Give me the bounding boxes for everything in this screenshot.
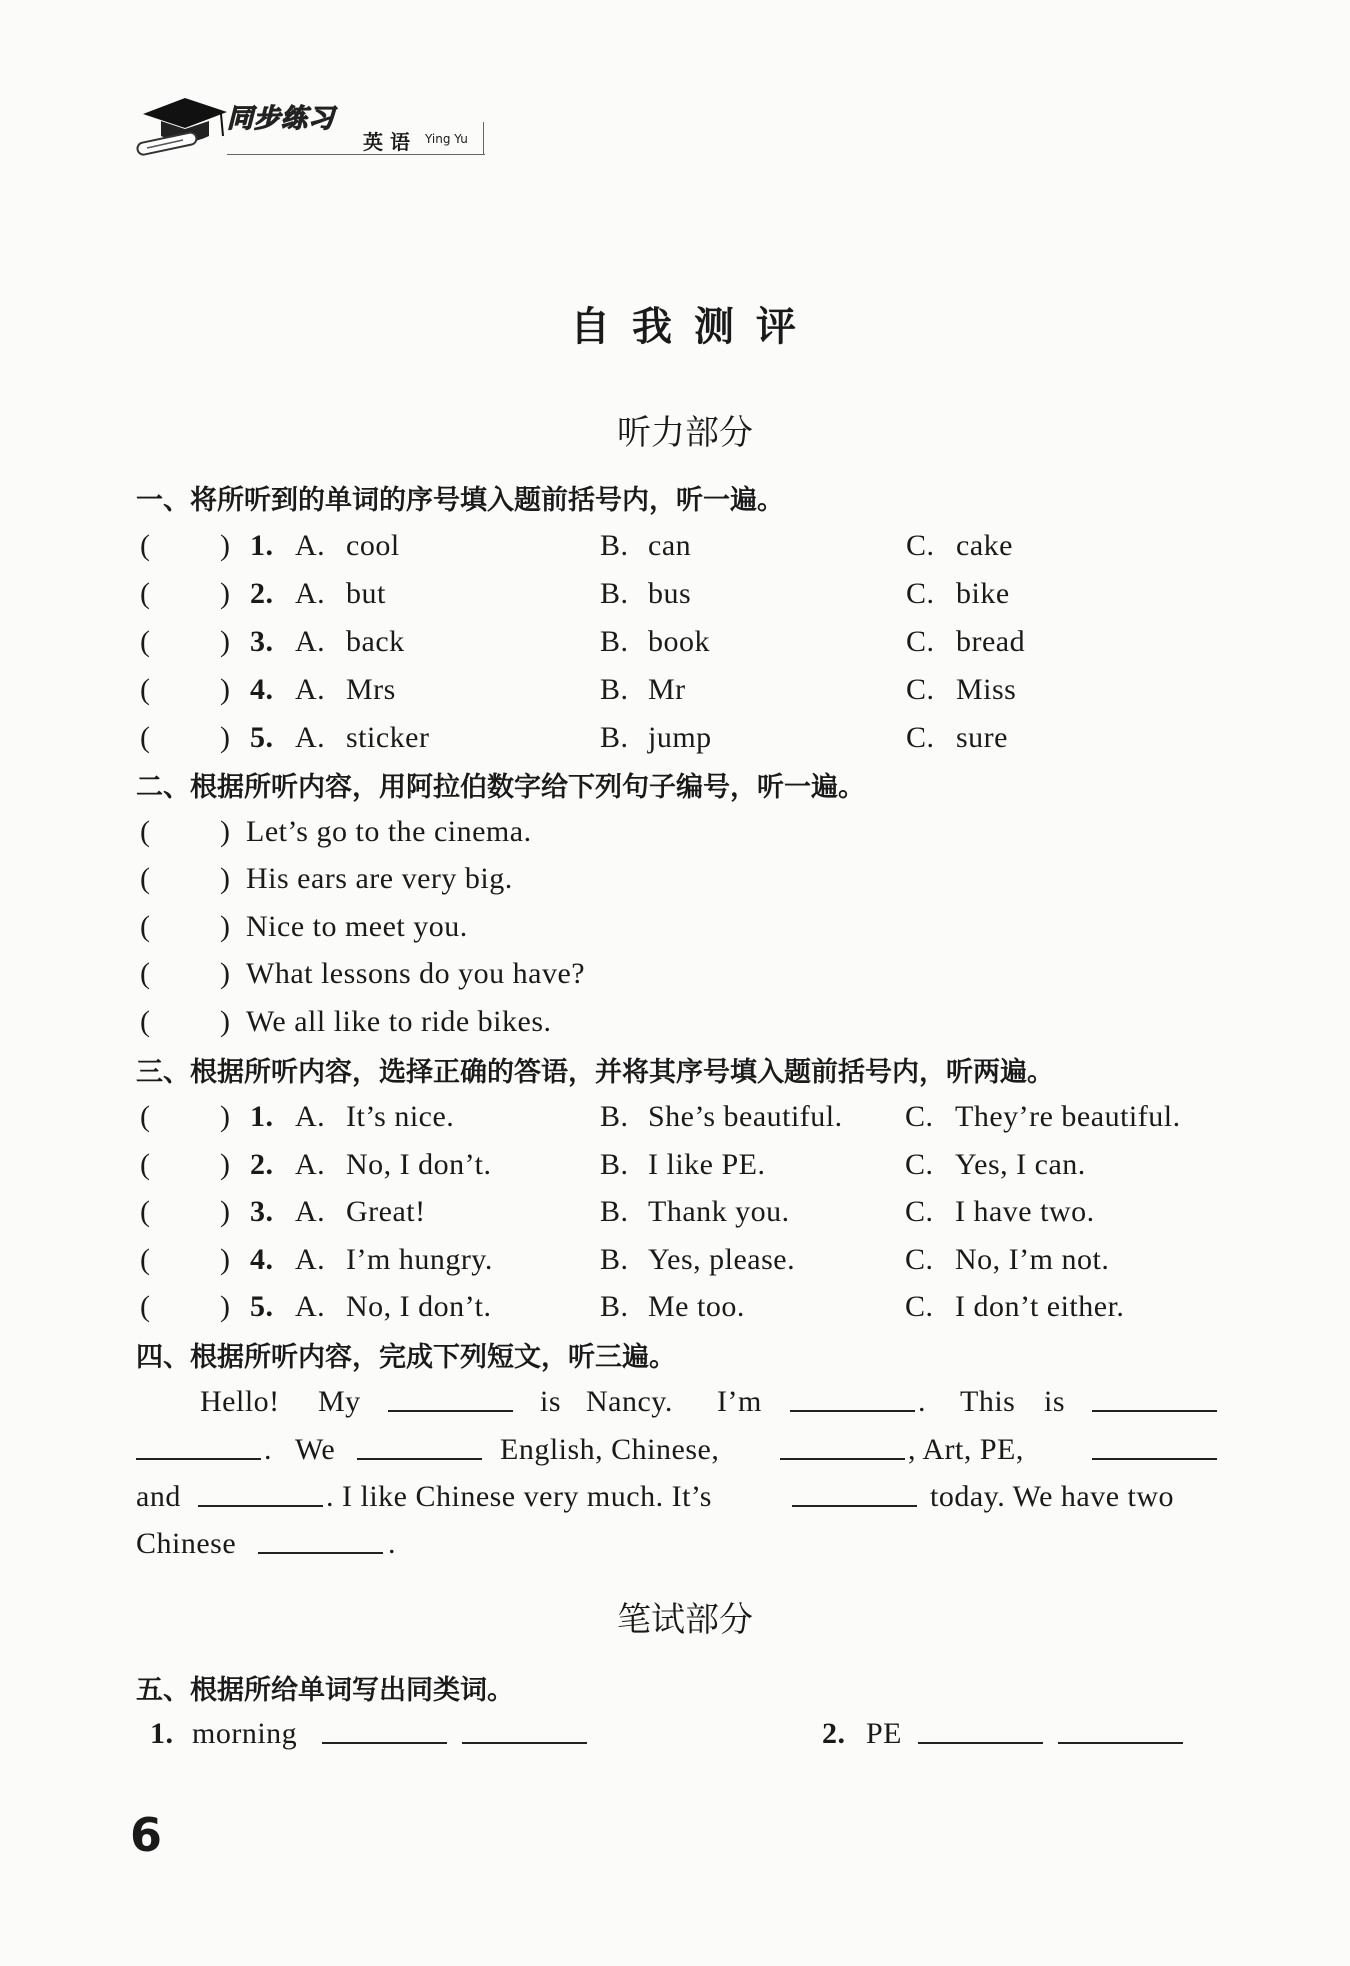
part4-heading: 四、根据所听内容，完成下列短文，听三遍。 — [136, 1342, 676, 1373]
answer-blank[interactable] — [1058, 1712, 1183, 1757]
option-a-label: A. — [295, 1195, 326, 1228]
answer-bracket-close: ) — [220, 1195, 231, 1228]
answer-bracket-open: ( — [140, 862, 151, 895]
part1-item — [0, 716, 1350, 760]
question-number: 2. — [250, 1148, 274, 1181]
part1-heading: 一、将所听到的单词的序号填入题前括号内，听一遍。 — [136, 485, 784, 516]
option-c-text: bread — [956, 625, 1026, 658]
option-c-text: They’re beautiful. — [955, 1100, 1181, 1133]
option-b-text: bus — [648, 577, 692, 610]
answer-bracket-open: ( — [140, 1100, 151, 1133]
answer-bracket-close: ) — [220, 815, 231, 848]
answer-bracket-open: ( — [140, 625, 151, 658]
passage-blank[interactable] — [790, 1380, 915, 1425]
option-b-text: book — [648, 625, 710, 658]
part1-item — [0, 524, 1350, 568]
option-a-text: It’s nice. — [346, 1100, 455, 1133]
option-b-label: B. — [600, 673, 629, 706]
passage-blank[interactable] — [1092, 1380, 1217, 1425]
option-a-text: I’m hungry. — [346, 1243, 493, 1276]
option-a-label: A. — [295, 1290, 326, 1323]
passage-text: . — [388, 1527, 396, 1560]
passage-blank[interactable] — [357, 1428, 482, 1473]
option-b-text: I like PE. — [648, 1148, 766, 1181]
sentence-text: We all like to ride bikes. — [246, 1005, 552, 1038]
passage-text: I’m — [717, 1385, 762, 1418]
answer-bracket-close: ) — [220, 1290, 231, 1323]
option-b-text: jump — [648, 721, 712, 754]
question-number: 2. — [822, 1717, 846, 1750]
question-number: 5. — [250, 1290, 274, 1323]
passage-text: , Art, PE, — [908, 1433, 1024, 1466]
answer-bracket-close: ) — [220, 957, 231, 990]
answer-bracket-open: ( — [140, 1243, 151, 1276]
option-c-label: C. — [905, 1243, 934, 1276]
passage-blank[interactable] — [198, 1475, 323, 1520]
passage-blank[interactable] — [780, 1428, 905, 1473]
answer-bracket-open: ( — [140, 1005, 151, 1038]
option-c-label: C. — [905, 1290, 934, 1323]
part3-item — [0, 1238, 1350, 1282]
answer-bracket-close: ) — [220, 577, 231, 610]
answer-bracket-open: ( — [140, 910, 151, 943]
answer-blank[interactable] — [918, 1712, 1043, 1757]
passage-line-1 — [0, 1380, 1350, 1424]
listening-section-title: 听力部分 — [617, 413, 753, 453]
option-c-label: C. — [906, 721, 935, 754]
sentence-text: What lessons do you have? — [246, 957, 586, 990]
option-b-label: B. — [600, 625, 629, 658]
option-c-text: bike — [956, 577, 1010, 610]
answer-bracket-close: ) — [220, 625, 231, 658]
part3-item — [0, 1095, 1350, 1139]
question-number: 1. — [150, 1717, 174, 1750]
page-title: 自 我 测 评 — [570, 304, 800, 350]
option-a-label: A. — [295, 625, 326, 658]
subject-pinyin: Ying Yu — [425, 132, 468, 146]
answer-bracket-close: ) — [220, 862, 231, 895]
passage-text: today. We have two — [930, 1480, 1175, 1513]
option-b-label: B. — [600, 1195, 629, 1228]
passage-text: and — [136, 1480, 181, 1513]
option-a-text: back — [346, 625, 405, 658]
option-c-label: C. — [906, 673, 935, 706]
option-c-label: C. — [906, 529, 935, 562]
series-title: 同步练习 — [227, 104, 336, 134]
question-number: 4. — [250, 1243, 274, 1276]
option-b-label: B. — [600, 721, 629, 754]
part1-item — [0, 572, 1350, 616]
answer-bracket-open: ( — [140, 721, 151, 754]
answer-bracket-open: ( — [140, 1195, 151, 1228]
passage-text: We — [295, 1433, 336, 1466]
option-a-label: A. — [295, 529, 326, 562]
part1-item — [0, 668, 1350, 712]
passage-text: . — [918, 1385, 926, 1418]
option-c-text: No, I’m not. — [955, 1243, 1110, 1276]
passage-line-2 — [0, 1428, 1350, 1472]
answer-bracket-open: ( — [140, 529, 151, 562]
option-b-text: She’s beautiful. — [648, 1100, 843, 1133]
header-badge — [135, 92, 485, 162]
option-a-text: but — [346, 577, 386, 610]
question-number: 1. — [250, 529, 274, 562]
part3-item — [0, 1190, 1350, 1234]
passage-text: English, Chinese, — [500, 1433, 720, 1466]
option-a-label: A. — [295, 673, 326, 706]
question-number: 1. — [250, 1100, 274, 1133]
question-number: 3. — [250, 625, 274, 658]
part3-heading: 三、根据所听内容，选择正确的答语，并将其序号填入题前括号内，听两遍。 — [136, 1057, 1054, 1088]
answer-bracket-close: ) — [220, 1243, 231, 1276]
question-number: 3. — [250, 1195, 274, 1228]
passage-text: Chinese — [136, 1527, 237, 1560]
passage-line-3 — [0, 1475, 1350, 1519]
option-b-text: Yes, please. — [648, 1243, 796, 1276]
answer-bracket-open: ( — [140, 1290, 151, 1323]
option-c-text: Yes, I can. — [955, 1148, 1086, 1181]
part5-items — [0, 1712, 1350, 1756]
option-b-label: B. — [600, 1243, 629, 1276]
option-b-label: B. — [600, 1148, 629, 1181]
passage-text: Nancy. — [586, 1385, 673, 1418]
option-a-text: cool — [346, 529, 400, 562]
answer-bracket-open: ( — [140, 1148, 151, 1181]
answer-bracket-close: ) — [220, 1100, 231, 1133]
option-c-label: C. — [905, 1195, 934, 1228]
page-number: 6 — [130, 1808, 163, 1862]
given-word: morning — [192, 1717, 298, 1750]
answer-bracket-close: ) — [220, 1005, 231, 1038]
passage-text: My — [318, 1385, 361, 1418]
part2-item — [0, 1000, 1350, 1044]
passage-line-4 — [0, 1522, 1350, 1566]
subject-label: 英 语 — [363, 130, 410, 154]
passage-blank[interactable] — [1092, 1428, 1217, 1473]
option-c-text: cake — [956, 529, 1013, 562]
option-c-label: C. — [905, 1148, 934, 1181]
passage-text: is — [540, 1385, 562, 1418]
question-number: 5. — [250, 721, 274, 754]
sentence-text: His ears are very big. — [246, 862, 513, 895]
question-number: 2. — [250, 577, 274, 610]
passage-blank[interactable] — [388, 1380, 513, 1425]
answer-bracket-open: ( — [140, 577, 151, 610]
answer-bracket-open: ( — [140, 957, 151, 990]
option-a-text: No, I don’t. — [346, 1148, 492, 1181]
option-c-text: sure — [956, 721, 1008, 754]
sentence-text: Nice to meet you. — [246, 910, 468, 943]
option-a-label: A. — [295, 1100, 326, 1133]
passage-text: is — [1044, 1385, 1066, 1418]
option-a-text: Mrs — [346, 673, 396, 706]
option-a-label: A. — [295, 721, 326, 754]
passage-blank[interactable] — [136, 1428, 261, 1473]
part3-item — [0, 1143, 1350, 1187]
option-c-label: C. — [906, 577, 935, 610]
answer-bracket-close: ) — [220, 1148, 231, 1181]
answer-bracket-close: ) — [220, 529, 231, 562]
passage-blank[interactable] — [792, 1475, 917, 1520]
part2-item — [0, 905, 1350, 949]
answer-bracket-close: ) — [220, 673, 231, 706]
answer-bracket-close: ) — [220, 910, 231, 943]
option-b-label: B. — [600, 529, 629, 562]
option-c-text: I have two. — [955, 1195, 1095, 1228]
part3-item — [0, 1285, 1350, 1329]
answer-bracket-close: ) — [220, 721, 231, 754]
passage-text: . — [264, 1433, 272, 1466]
part2-heading: 二、根据所听内容，用阿拉伯数字给下列句子编号，听一遍。 — [136, 772, 865, 803]
option-b-text: Me too. — [648, 1290, 745, 1323]
option-a-text: Great! — [346, 1195, 426, 1228]
option-c-text: I don’t either. — [955, 1290, 1125, 1323]
passage-blank[interactable] — [258, 1522, 383, 1567]
part2-item — [0, 857, 1350, 901]
answer-blank[interactable] — [322, 1712, 447, 1757]
part1-item — [0, 620, 1350, 664]
graduation-cap-icon — [135, 92, 235, 162]
writing-section-title: 笔试部分 — [617, 1600, 753, 1640]
option-a-label: A. — [295, 1148, 326, 1181]
question-number: 4. — [250, 673, 274, 706]
option-b-label: B. — [600, 577, 629, 610]
option-c-label: C. — [905, 1100, 934, 1133]
passage-text: Hello! — [200, 1385, 280, 1418]
passage-text: . I like Chinese very much. It’s — [326, 1480, 712, 1513]
answer-bracket-open: ( — [140, 673, 151, 706]
option-b-label: B. — [600, 1100, 629, 1133]
given-word: PE — [866, 1717, 903, 1750]
answer-bracket-open: ( — [140, 815, 151, 848]
option-c-label: C. — [906, 625, 935, 658]
answer-blank[interactable] — [462, 1712, 587, 1757]
part2-item — [0, 810, 1350, 854]
sentence-text: Let’s go to the cinema. — [246, 815, 532, 848]
option-a-label: A. — [295, 1243, 326, 1276]
part2-item — [0, 952, 1350, 996]
option-a-text: sticker — [346, 721, 430, 754]
option-b-text: Thank you. — [648, 1195, 790, 1228]
option-b-text: Mr — [648, 673, 686, 706]
passage-text: This — [960, 1385, 1016, 1418]
option-a-text: No, I don’t. — [346, 1290, 492, 1323]
option-c-text: Miss — [956, 673, 1017, 706]
option-a-label: A. — [295, 577, 326, 610]
option-b-text: can — [648, 529, 692, 562]
option-b-label: B. — [600, 1290, 629, 1323]
part5-heading: 五、根据所给单词写出同类词。 — [136, 1675, 514, 1706]
